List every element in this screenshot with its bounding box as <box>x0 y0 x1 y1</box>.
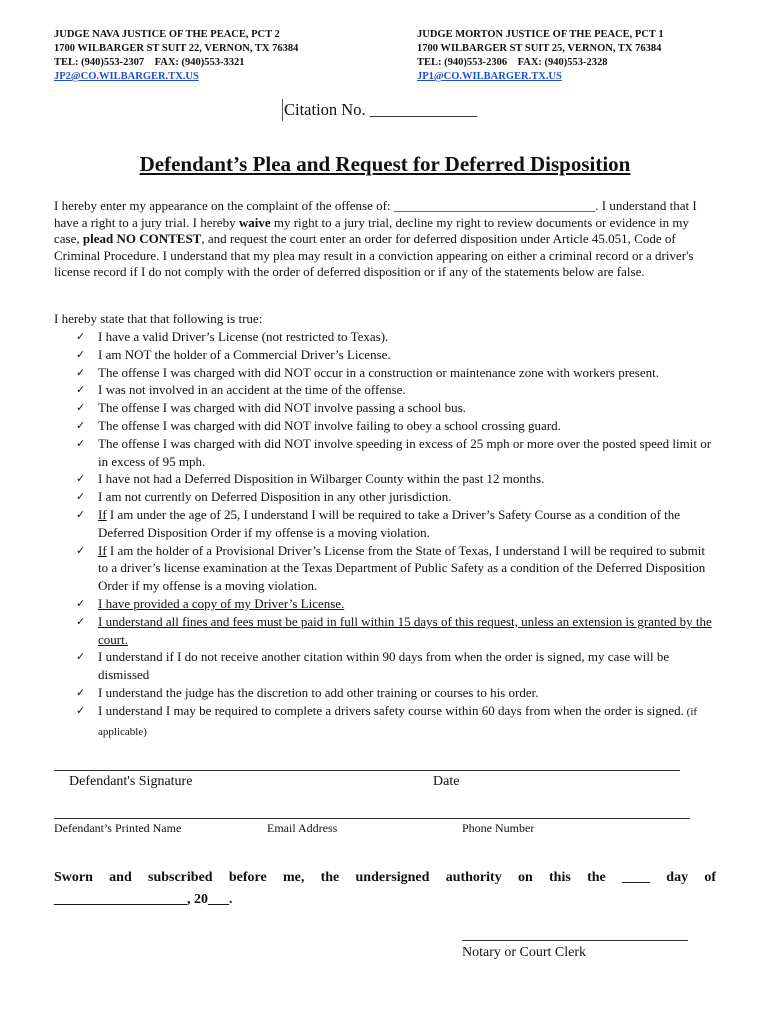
statement-checklist <box>54 328 718 741</box>
checklist-text: I have not had a Deferred Disposition in Wilbarger County within the past 12 months. <box>98 471 545 487</box>
checklist-item <box>54 381 718 399</box>
checkmark-icon: ✓ <box>76 347 86 361</box>
checklist-text: I understand if I do not receive another citation within 90 days from when the order is signed, my case will be dismissed <box>98 649 670 683</box>
court-left-title: JUDGE NAVA JUSTICE OF THE PEACE, PCT 2 <box>54 29 280 40</box>
phone-label: Phone Number <box>462 821 535 835</box>
citation-number: Citation No. _____________ <box>284 100 477 119</box>
checklist-text: I am NOT the holder of a Commercial Driver’s License. <box>98 346 391 362</box>
waive-text: waive <box>238 214 271 230</box>
court-left-phone: TEL: (940)553-2307 FAX: (940)553-3321 <box>54 57 245 68</box>
checkmark-icon: ✓ <box>76 383 86 397</box>
intro-paragraph <box>54 198 716 281</box>
checklist-text: The offense I was charged with did NOT involve speeding in excess of 25 mph or more over the posted speed limit or in excess of 95 mph. <box>98 435 712 469</box>
checklist-item <box>54 613 718 649</box>
checklist-lead: If <box>98 542 107 558</box>
printed-name-line <box>54 818 690 819</box>
checklist-item <box>54 542 718 595</box>
court-right-address: 1700 WILBARGER ST SUIT 25, VERNON, TX 76384 <box>417 43 662 54</box>
checklist-item <box>54 399 718 417</box>
checklist-item <box>54 702 718 742</box>
checklist-item <box>54 488 718 506</box>
checkmark-icon: ✓ <box>76 507 86 521</box>
sworn-line-1: Sworn and subscribed before me, the undersigned authority on this the ____ day of <box>54 870 716 885</box>
checklist-text: The offense I was charged with did NOT involve passing a school bus. <box>98 400 466 416</box>
court-right-email-link[interactable]: JP1@CO.WILBARGER.TX.US <box>417 71 562 82</box>
checklist-item <box>54 506 718 542</box>
checkmark-icon: ✓ <box>76 418 86 432</box>
checkmark-icon: ✓ <box>76 703 86 717</box>
checklist-item <box>54 435 718 471</box>
court-left-email-link[interactable]: JP2@CO.WILBARGER.TX.US <box>54 71 199 82</box>
intro-text-1: I hereby enter my appearance on the complaint of the offense of: _______________________________. I understand that I have a right to a jury trial. I hereby <box>54 198 697 230</box>
checkmark-icon: ✓ <box>76 490 86 504</box>
text-cursor <box>282 99 283 121</box>
sworn-line-2: ___________________, 20___. <box>54 892 233 907</box>
email-label: Email Address <box>267 821 338 835</box>
checkmark-icon: ✓ <box>76 401 86 415</box>
checkmark-icon: ✓ <box>76 685 86 699</box>
checklist-item <box>54 595 718 613</box>
checklist-item <box>54 684 718 702</box>
checklist-text: I have provided a copy of my Driver’s License. <box>98 595 345 611</box>
court-left-address: 1700 WILBARGER ST SUIT 22, VERNON, TX 76384 <box>54 43 299 54</box>
checklist-text: I was not involved in an accident at the time of the offense. <box>98 382 406 398</box>
checklist-text: I am the holder of a Provisional Driver’s License from the State of Texas, I understand I will be required to submit to a driver’s license examination at the Texas Department of Public Safety as a condition of the Deferred Disposition Order if my offense is a moving violation. <box>98 542 706 594</box>
checkmark-icon: ✓ <box>76 543 86 557</box>
statement-intro: I hereby state that that following is true: <box>54 311 263 326</box>
checklist-item <box>54 470 718 488</box>
checklist-item <box>54 346 718 364</box>
checklist-text: The offense I was charged with did NOT involve failing to obey a school crossing guard. <box>98 417 561 433</box>
plea-text: plead NO CONTEST <box>82 231 202 246</box>
checklist-note: (if applicable) <box>98 705 698 738</box>
checkmark-icon: ✓ <box>76 596 86 610</box>
checklist-item <box>54 364 718 382</box>
printed-name-label: Defendant’s Printed Name <box>54 821 182 835</box>
checklist-text: I am under the age of 25, I understand I will be required to take a Driver’s Safety Course as a condition of the Deferred Disposition Order if my offense is a moving violation. <box>98 506 681 540</box>
checklist-item <box>54 328 718 346</box>
checklist-text: I understand all fines and fees must be paid in full within 15 days of this request, unless an extension is granted by the court. <box>98 613 712 647</box>
checklist-item <box>54 417 718 435</box>
header-right <box>417 28 664 84</box>
checklist-text: I understand I may be required to complete a drivers safety course within 60 days from when the order is signed. <box>98 702 684 718</box>
header-left <box>54 28 298 84</box>
checkmark-icon: ✓ <box>76 436 86 450</box>
court-right-phone: TEL: (940)553-2306 FAX: (940)553-2328 <box>417 57 608 68</box>
checklist-lead: If <box>98 506 107 522</box>
notary-signature-line <box>462 940 688 941</box>
defendant-signature-label: Defendant's Signature <box>69 774 193 789</box>
checkmark-icon: ✓ <box>76 330 86 343</box>
intro-text-3: , and request the court enter an order for deferred disposition under Article 45.051, Code of Criminal Procedure. I understand that my plea may result in a conviction appearing on either a criminal record or a driver's license record if I do not comply with the order of deferred disposition or if any of the statements below are false. <box>54 231 694 279</box>
page-title: Defendant’s Plea and Request for Deferred Disposition <box>139 152 631 176</box>
signature-line <box>54 770 680 771</box>
checklist-text: I am not currently on Deferred Disposition in any other jurisdiction. <box>98 489 452 505</box>
court-right-title: JUDGE MORTON JUSTICE OF THE PEACE, PCT 1 <box>417 29 664 40</box>
checkmark-icon: ✓ <box>76 650 86 664</box>
checkmark-icon: ✓ <box>76 365 86 379</box>
sworn-statement <box>54 867 716 911</box>
checkmark-icon: ✓ <box>76 472 86 486</box>
checklist-text: I have a valid Driver’s License (not restricted to Texas). <box>98 329 389 344</box>
intro-text-2: my right to a jury trial, decline my right to review documents or evidence in my case, <box>54 214 690 246</box>
notary-label: Notary or Court Clerk <box>462 945 587 960</box>
checklist-text: I understand the judge has the discretion to add other training or courses to his order. <box>98 684 539 700</box>
checklist-item <box>54 648 718 684</box>
checklist-text: The offense I was charged with did NOT occur in a construction or maintenance zone with workers present. <box>98 364 659 380</box>
checkmark-icon: ✓ <box>76 614 86 628</box>
date-label: Date <box>433 774 460 789</box>
